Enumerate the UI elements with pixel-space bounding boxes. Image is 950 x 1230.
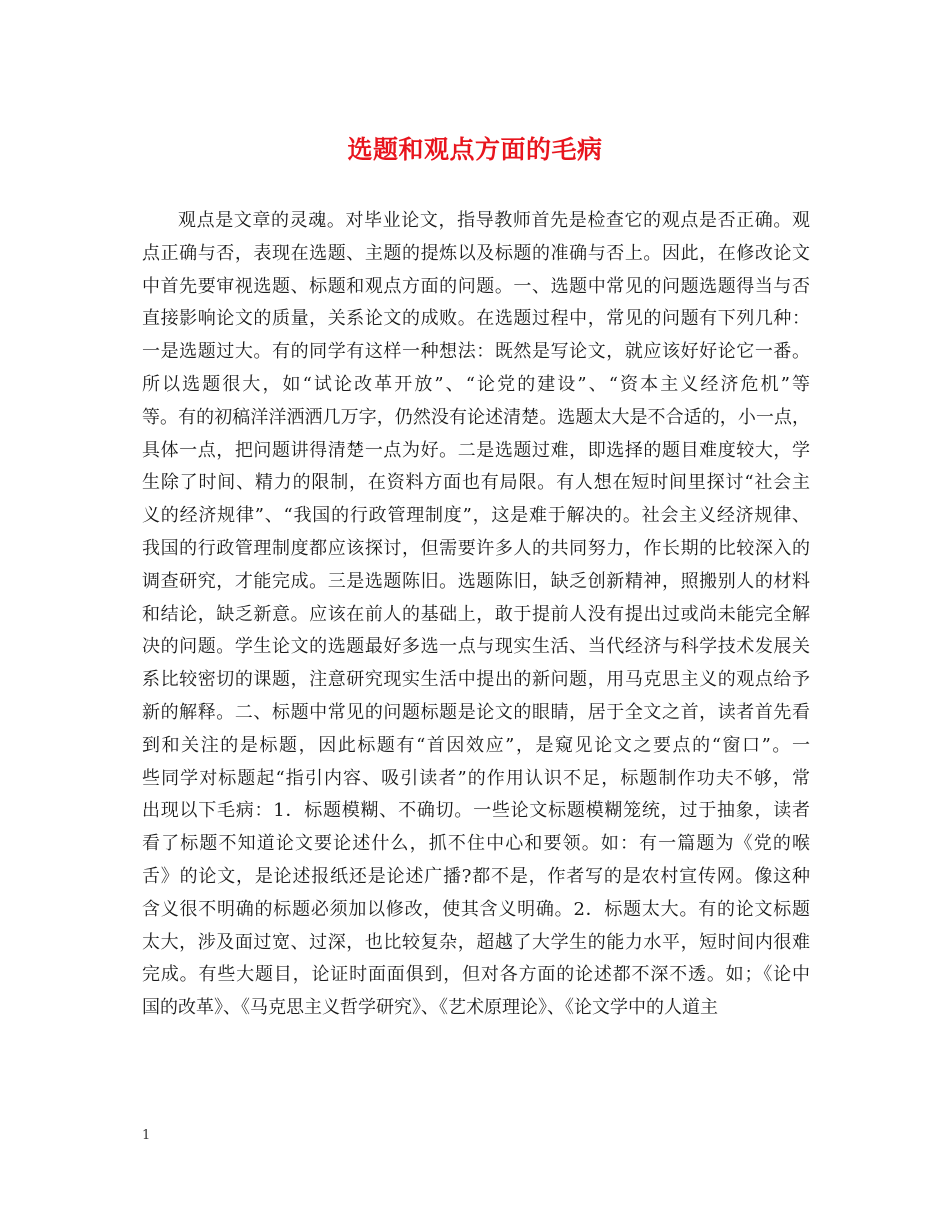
text-line: 中首先要审视选题、标题和观点方面的问题。一、选题中常见的问题选题得当与否 <box>142 275 810 297</box>
document-title: 选题和观点方面的毛病 <box>347 135 603 164</box>
text-line: 出现以下毛病：1．标题模糊、不确切。一些论文标题模糊笼统，过于抽象，读者 <box>142 800 810 822</box>
text-line: 系比较密切的课题，注意研究现实生活中提出的新问题，用马克思主义的观点给予 <box>142 669 810 691</box>
body-paragraph <box>142 205 810 1025</box>
text-line: 新的解释。二、标题中常见的问题标题是论文的眼睛，居于全文之首，读者首先看 <box>142 701 810 723</box>
text-line: 和结论，缺乏新意。应该在前人的基础上，敢于提前人没有提出过或尚未能完全解 <box>142 603 810 625</box>
text-line: 义的经济规律”、“我国的行政管理制度”，这是难于解决的。社会主义经济规律、 <box>142 505 810 527</box>
text-line: 点正确与否，表现在选题、主题的提炼以及标题的准确与否上。因此，在修改论文 <box>142 242 810 264</box>
text-line: 到和关注的是标题，因此标题有“首因效应”，是窥见论文之要点的“窗口”。一 <box>142 734 810 756</box>
text-line: 国的改革》、《马克思主义哲学研究》、《艺术原理论》、《论文学中的人道主 <box>142 997 718 1019</box>
text-line: 观点是文章的灵魂。对毕业论文，指导教师首先是检查它的观点是否正确。观 <box>178 210 810 231</box>
text-line: 直接影响论文的质量，关系论文的成败。在选题过程中，常见的问题有下列几种： <box>142 308 810 330</box>
text-line: 生除了时间、精力的限制，在资料方面也有局限。有人想在短时间里探讨“社会主 <box>142 472 810 494</box>
text-line: 完成。有些大题目，论证时面面俱到，但对各方面的论述都不深不透。如；《论中 <box>142 964 810 986</box>
text-line: 些同学对标题起“指引内容、吸引读者”的作用认识不足，标题制作功夫不够，常 <box>142 767 810 789</box>
text-line: 调查研究，才能完成。三是选题陈旧。选题陈旧，缺乏创新精神，照搬别人的材料 <box>142 570 810 592</box>
text-line: 一是选题过大。有的同学有这样一种想法：既然是写论文，就应该好好论它一番。 <box>142 341 810 363</box>
text-line: 太大，涉及面过宽、过深，也比较复杂，超越了大学生的能力水平，短时间内很难 <box>142 931 810 953</box>
page-number: 1 <box>142 1128 151 1143</box>
text-line: 决的问题。学生论文的选题最好多选一点与现实生活、当代经济与科学技术发展关 <box>142 636 810 658</box>
text-line: 我国的行政管理制度都应该探讨，但需要许多人的共同努力，作长期的比较深入的 <box>142 537 810 559</box>
text-line: 看了标题不知道论文要论述什么，抓不住中心和要领。如：有一篇题为《党的喉 <box>142 833 810 855</box>
text-line: 等。有的初稿洋洋洒洒几万字，仍然没有论述清楚。选题太大是不合适的，小一点， <box>142 406 810 428</box>
text-line: 含义很不明确的标题必须加以修改，使其含义明确。2．标题太大。有的论文标题 <box>142 898 810 920</box>
text-line: 具体一点，把问题讲得清楚一点为好。二是选题过难，即选择的题目难度较大，学 <box>142 439 810 461</box>
text-line: 舌》的论文，是论述报纸还是论述广播?都不是，作者写的是农村宣传网。像这种 <box>142 865 810 887</box>
text-line: 所以选题很大，如“试论改革开放”、“论党的建设”、“资本主义经济危机”等 <box>142 373 810 395</box>
